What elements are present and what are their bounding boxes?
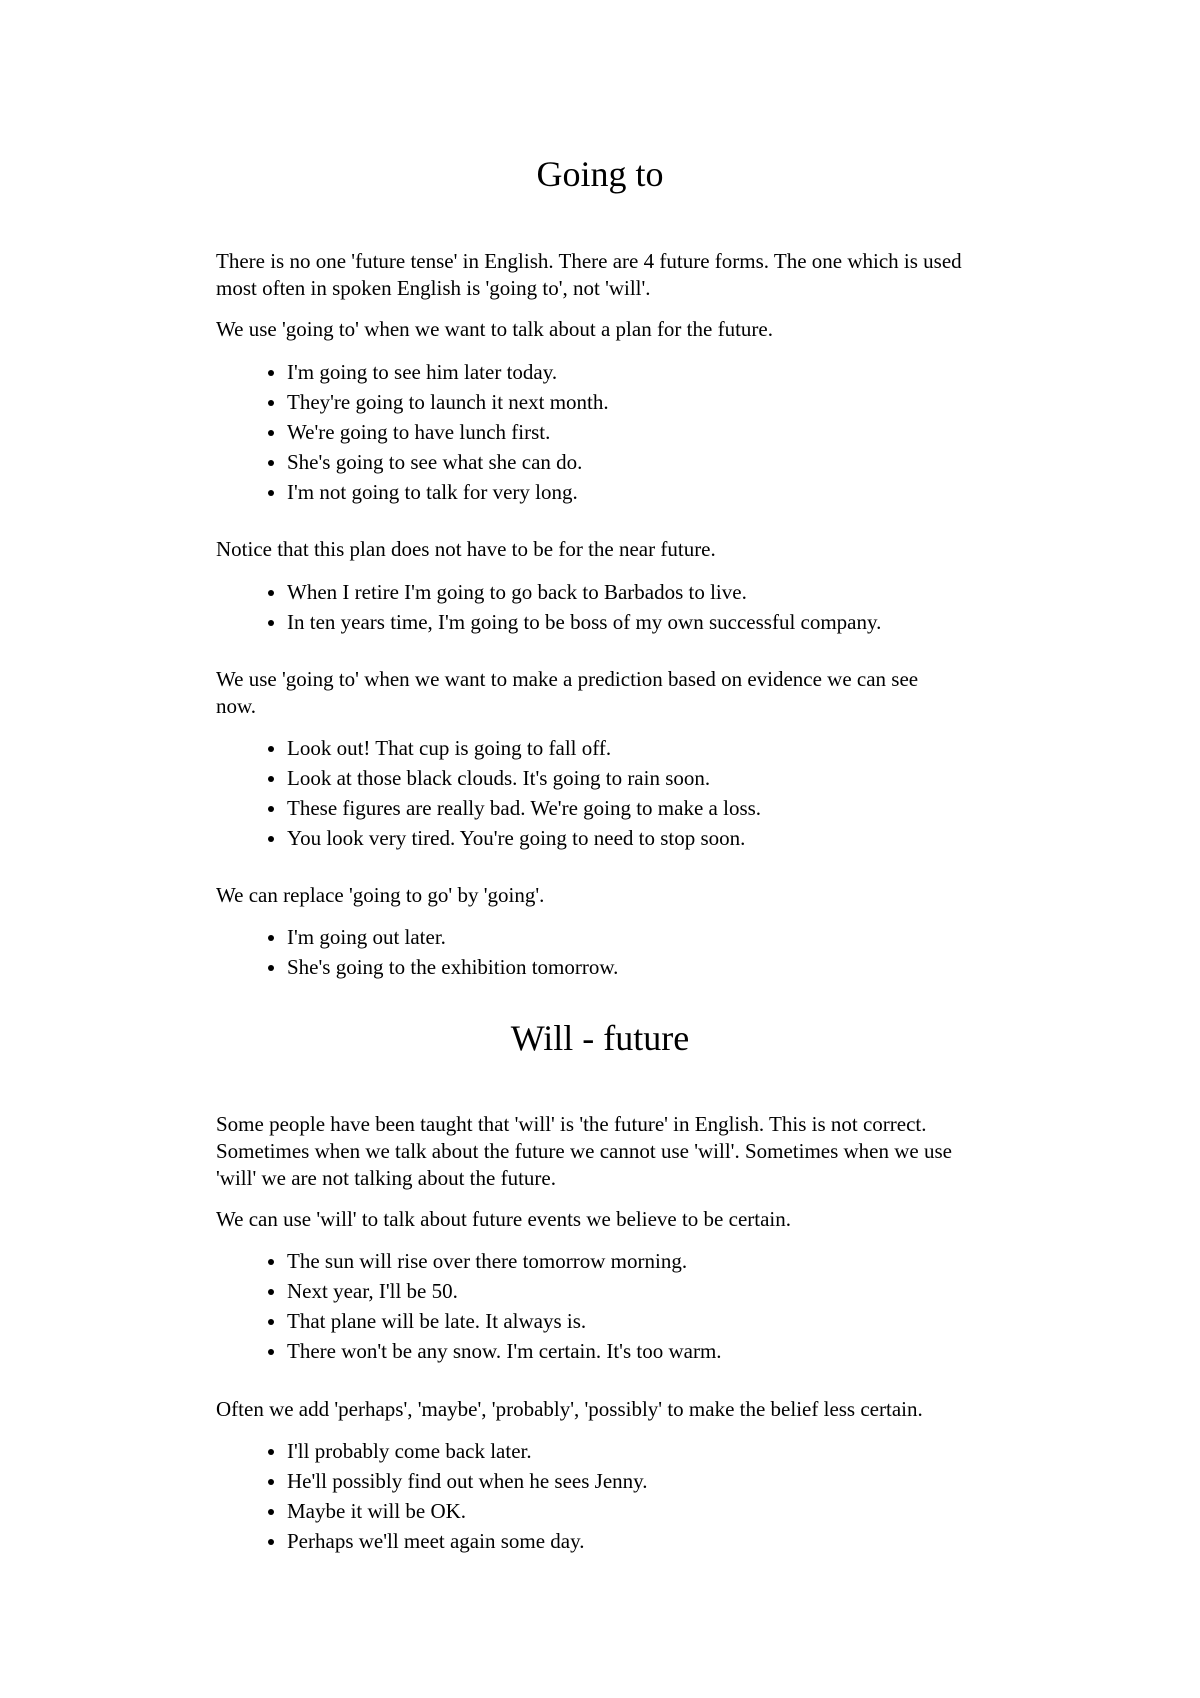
paragraph-certain: We can use 'will' to talk about future events we believe to be certain. [216, 1207, 791, 1231]
list-item: • We're going to have lunch first. [287, 417, 1167, 447]
paragraph-replace: We can replace 'going to go' by 'going'. [216, 883, 545, 907]
list-item: • These figures are really bad. We're going to make a loss. [287, 793, 1167, 823]
list-item: • I'm not going to talk for very long. [287, 477, 1167, 507]
list-item: • She's going to the exhibition tomorrow. [287, 952, 1167, 982]
section-heading-going-to: Going to [536, 154, 664, 194]
list-item: • I'm going to see him later today. [287, 357, 1167, 387]
list-item: • He'll possibly find out when he sees Jenny. [287, 1466, 1167, 1496]
list-plan-examples [216, 357, 1167, 507]
list-item: • Maybe it will be OK. [287, 1496, 1167, 1526]
list-less-certain-examples [216, 1436, 1167, 1556]
list-item: • Perhaps we'll meet again some day. [287, 1526, 1167, 1556]
paragraph-near-future: Notice that this plan does not have to be for the near future. [216, 537, 716, 561]
paragraph-less-certain: Often we add 'perhaps', 'maybe', 'probably', 'possibly' to make the belief less certain. [216, 1397, 923, 1421]
list-item: • I'll probably come back later. [287, 1436, 1167, 1466]
paragraph-intro: There is no one 'future tense' in English. There are 4 future forms. The one which is used most often in spoken English is 'going to', not 'will'. [216, 249, 962, 300]
list-item: • You look very tired. You're going to need to stop soon. [287, 823, 1167, 853]
list-item: • The sun will rise over there tomorrow morning. [287, 1246, 1167, 1276]
paragraph-prediction: We use 'going to' when we want to make a prediction based on evidence we can see now. [216, 667, 919, 718]
section-heading-will-future: Will - future [510, 1018, 690, 1058]
paragraph-plan: We use 'going to' when we want to talk about a plan for the future. [216, 317, 773, 341]
list-item: • There won't be any snow. I'm certain. It's too warm. [287, 1336, 1167, 1366]
list-item: • When I retire I'm going to go back to Barbados to live. [287, 577, 1167, 607]
list-item: • She's going to see what she can do. [287, 447, 1167, 477]
list-item: • Next year, I'll be 50. [287, 1276, 1167, 1306]
list-item: • In ten years time, I'm going to be boss of my own successful company. [287, 607, 1167, 637]
list-item: • They're going to launch it next month. [287, 387, 1167, 417]
list-far-future-examples [216, 577, 1167, 637]
list-item: • I'm going out later. [287, 922, 1167, 952]
paragraph-will-intro: Some people have been taught that 'will' is 'the future' in English. This is not correct. Sometimes when we talk about the future we cannot use 'will'. Sometimes when we use 'will' we are not talking about the future. [216, 1112, 952, 1190]
list-item: • Look at those black clouds. It's going to rain soon. [287, 763, 1167, 793]
list-certain-examples [216, 1246, 1167, 1366]
list-prediction-examples [216, 733, 1167, 853]
list-replace-examples [216, 922, 1167, 982]
list-item: • Look out! That cup is going to fall off. [287, 733, 1167, 763]
list-item: • That plane will be late. It always is. [287, 1306, 1167, 1336]
